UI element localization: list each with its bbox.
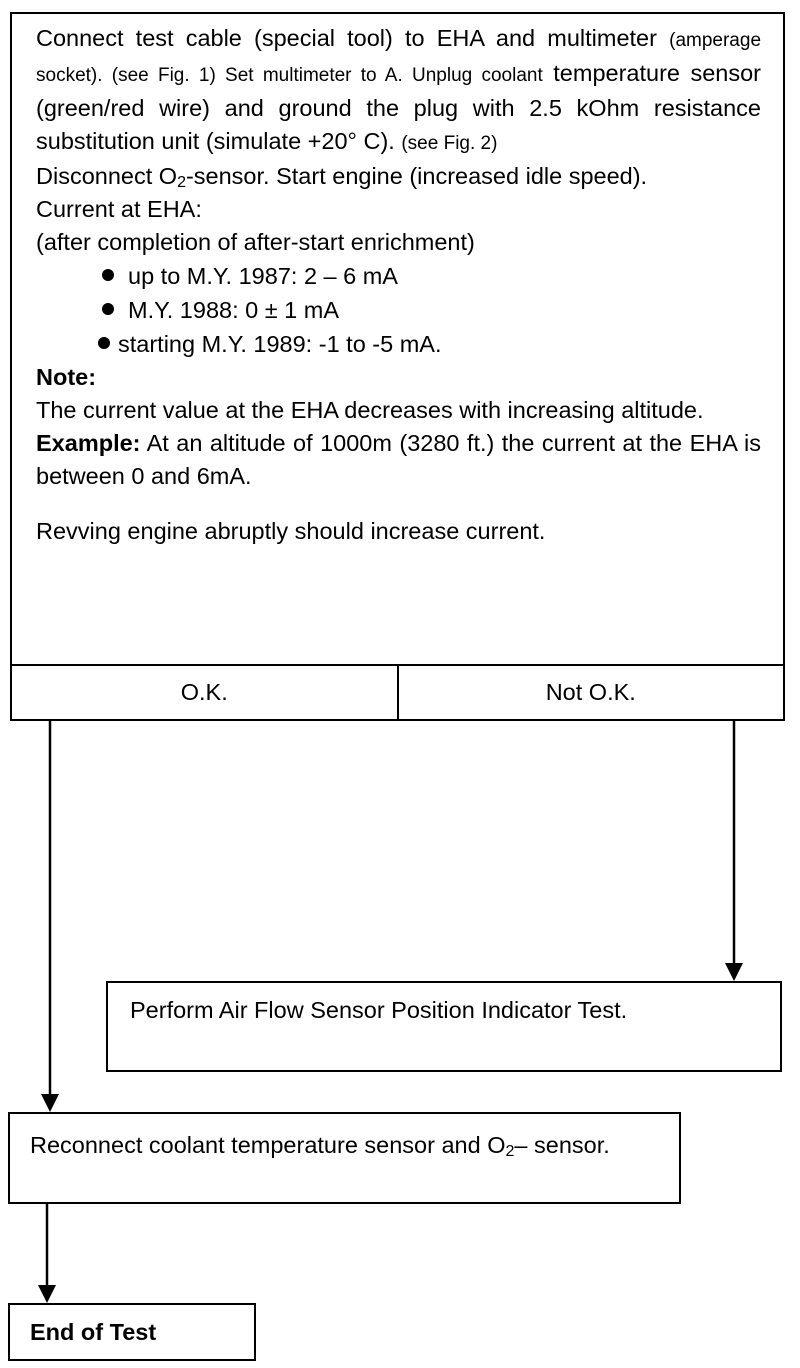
main-test-step-box (10, 12, 785, 666)
reconnect-text-a: Reconnect coolant temperature sensor and O (30, 1132, 506, 1158)
reconnect-step-box (8, 1112, 681, 1204)
airflow-step-text: Perform Air Flow Sensor Position Indicator Test. (130, 997, 628, 1023)
instruction-line-1: Connect test cable (special tool) to EHA and multimeter (36, 25, 657, 51)
bullet-icon (102, 269, 114, 281)
end-of-test-label: End of Test (30, 1318, 157, 1345)
end-arrowhead (38, 1285, 56, 1303)
outcome-ok: O.K. (12, 666, 399, 719)
example-paragraph (36, 427, 761, 493)
example-label: Example: (36, 430, 141, 456)
outcome-row (10, 664, 785, 721)
list-item (36, 293, 761, 327)
list-item (36, 327, 761, 361)
airflow-test-step-box (106, 981, 782, 1072)
current-label: Current at EHA: (36, 196, 202, 222)
step-instructions (36, 22, 761, 160)
spec-text: up to M.Y. 1987: 2 – 6 mA (128, 263, 398, 289)
instruction-line-2: (amperage socket). (see Fig. 1) Set multimeter to A. Unplug coolant (36, 30, 762, 86)
spec-text: M.Y. 1988: 0 ± 1 mA (128, 297, 340, 323)
disconnect-text-a: Disconnect O (36, 163, 178, 189)
not-ok-arrowhead (725, 963, 743, 981)
note-text: The current value at the EHA decreases with increasing altitude. (36, 397, 704, 423)
ok-arrowhead (41, 1094, 59, 1112)
end-of-test-box (8, 1303, 256, 1361)
disconnect-text-b: -sensor. Start engine (increased idle speed). (185, 163, 648, 189)
instruction-line-3: temperature sensor (green/red wire) and ground the plug with 2.5 kOhm resistance substitution unit (simulate +20° C). (36, 60, 762, 154)
revving-text: Revving engine abruptly should increase current. (36, 518, 546, 544)
bullet-icon (98, 337, 110, 349)
o2-subscript: 2 (505, 1143, 515, 1160)
note-label: Note: (36, 364, 97, 390)
current-spec-list (36, 259, 761, 361)
list-item (36, 259, 761, 293)
bullet-icon (102, 303, 114, 315)
spec-text: starting M.Y. 1989: -1 to -5 mA. (118, 331, 442, 357)
current-condition: (after completion of after-start enrichment) (36, 229, 475, 255)
reconnect-text-b: – sensor. (514, 1132, 610, 1158)
example-text: At an altitude of 1000m (3280 ft.) the current at the EHA is between 0 and 6mA. (36, 430, 761, 489)
disconnect-instruction (36, 160, 761, 193)
reconnect-step-text (30, 1128, 659, 1162)
o2-subscript: 2 (177, 174, 186, 191)
fig2-reference: (see Fig. 2) (401, 133, 498, 154)
outcome-not-ok: Not O.K. (545, 679, 636, 705)
